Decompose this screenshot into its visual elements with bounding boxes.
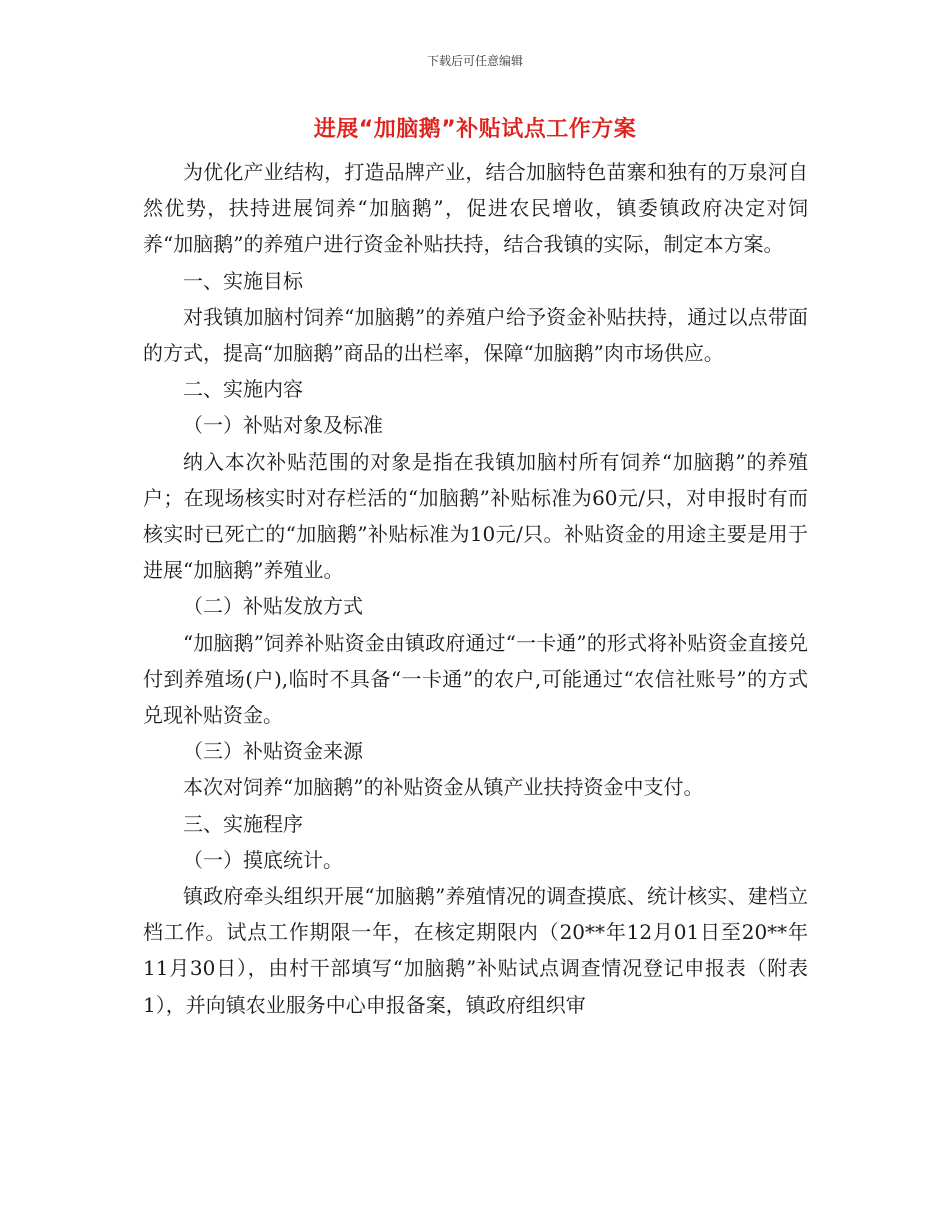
header-note: 下载后可任意编辑 bbox=[426, 54, 523, 68]
paragraph-intro: 为优化产业结构，打造品牌产业，结合加脑特色苗寨和独有的万泉河自然优势，扶持进展饲养“加脑鹅”，促进农民增收，镇委镇政府决定对饲养“加脑鹅”的养殖户进行资金补贴扶持，结合我镇的实际，制定本方案。 bbox=[143, 160, 808, 257]
heading-section-1: 一、实施目标 bbox=[183, 268, 303, 293]
subheading-fund-source: （三）补贴资金来源 bbox=[183, 739, 363, 764]
document-body bbox=[143, 154, 808, 1023]
subheading-payment-method: （二）补贴发放方式 bbox=[183, 594, 363, 619]
paragraph-payment-method: “加脑鹅”饲养补贴资金由镇政府通过“一卡通”的形式将补贴资金直接兑付到养殖场(户),临时不具备“一卡通”的农户,可能通过“农信社账号”的方式兑现补贴资金。 bbox=[143, 630, 808, 728]
subheading-subsidy-target: （一）补贴对象及标准 bbox=[183, 413, 383, 438]
document-title: 进展“加脑鹅”补贴试点工作方案 bbox=[313, 117, 637, 142]
paragraph-fund-source: 本次对饲养“加脑鹅”的补贴资金从镇产业扶持资金中支付。 bbox=[183, 775, 704, 800]
paragraph-goal: 对我镇加脑村饲养“加脑鹅”的养殖户给予资金补贴扶持，通过以点带面的方式，提高“加脑鹅”商品的出栏率，保障“加脑鹅”肉市场供应。 bbox=[143, 304, 808, 366]
subheading-survey: （一）摸底统计。 bbox=[183, 847, 343, 872]
paragraph-subsidy-target: 纳入本次补贴范围的对象是指在我镇加脑村所有饲养“加脑鹅”的养殖户；在现场核实时对存栏活的“加脑鹅”补贴标准为60元/只，对申报时有而核实时已死亡的“加脑鹅”补贴标准为10元/只。补贴资金的用途主要是用于进展“加脑鹅”养殖业。 bbox=[143, 449, 808, 583]
heading-section-3: 三、实施程序 bbox=[183, 811, 303, 836]
heading-section-2: 二、实施内容 bbox=[183, 377, 303, 402]
paragraph-survey: 镇政府牵头组织开展“加脑鹅”养殖情况的调查摸底、统计核实、建档立档工作。试点工作期限一年，在核定期限内（20**年12月01日至20**年11月30日），由村干部填写“加脑鹅”补贴试点调查情况登记申报表（附表1），并向镇农业服务中心申报备案，镇政府组织审 bbox=[143, 884, 808, 1017]
